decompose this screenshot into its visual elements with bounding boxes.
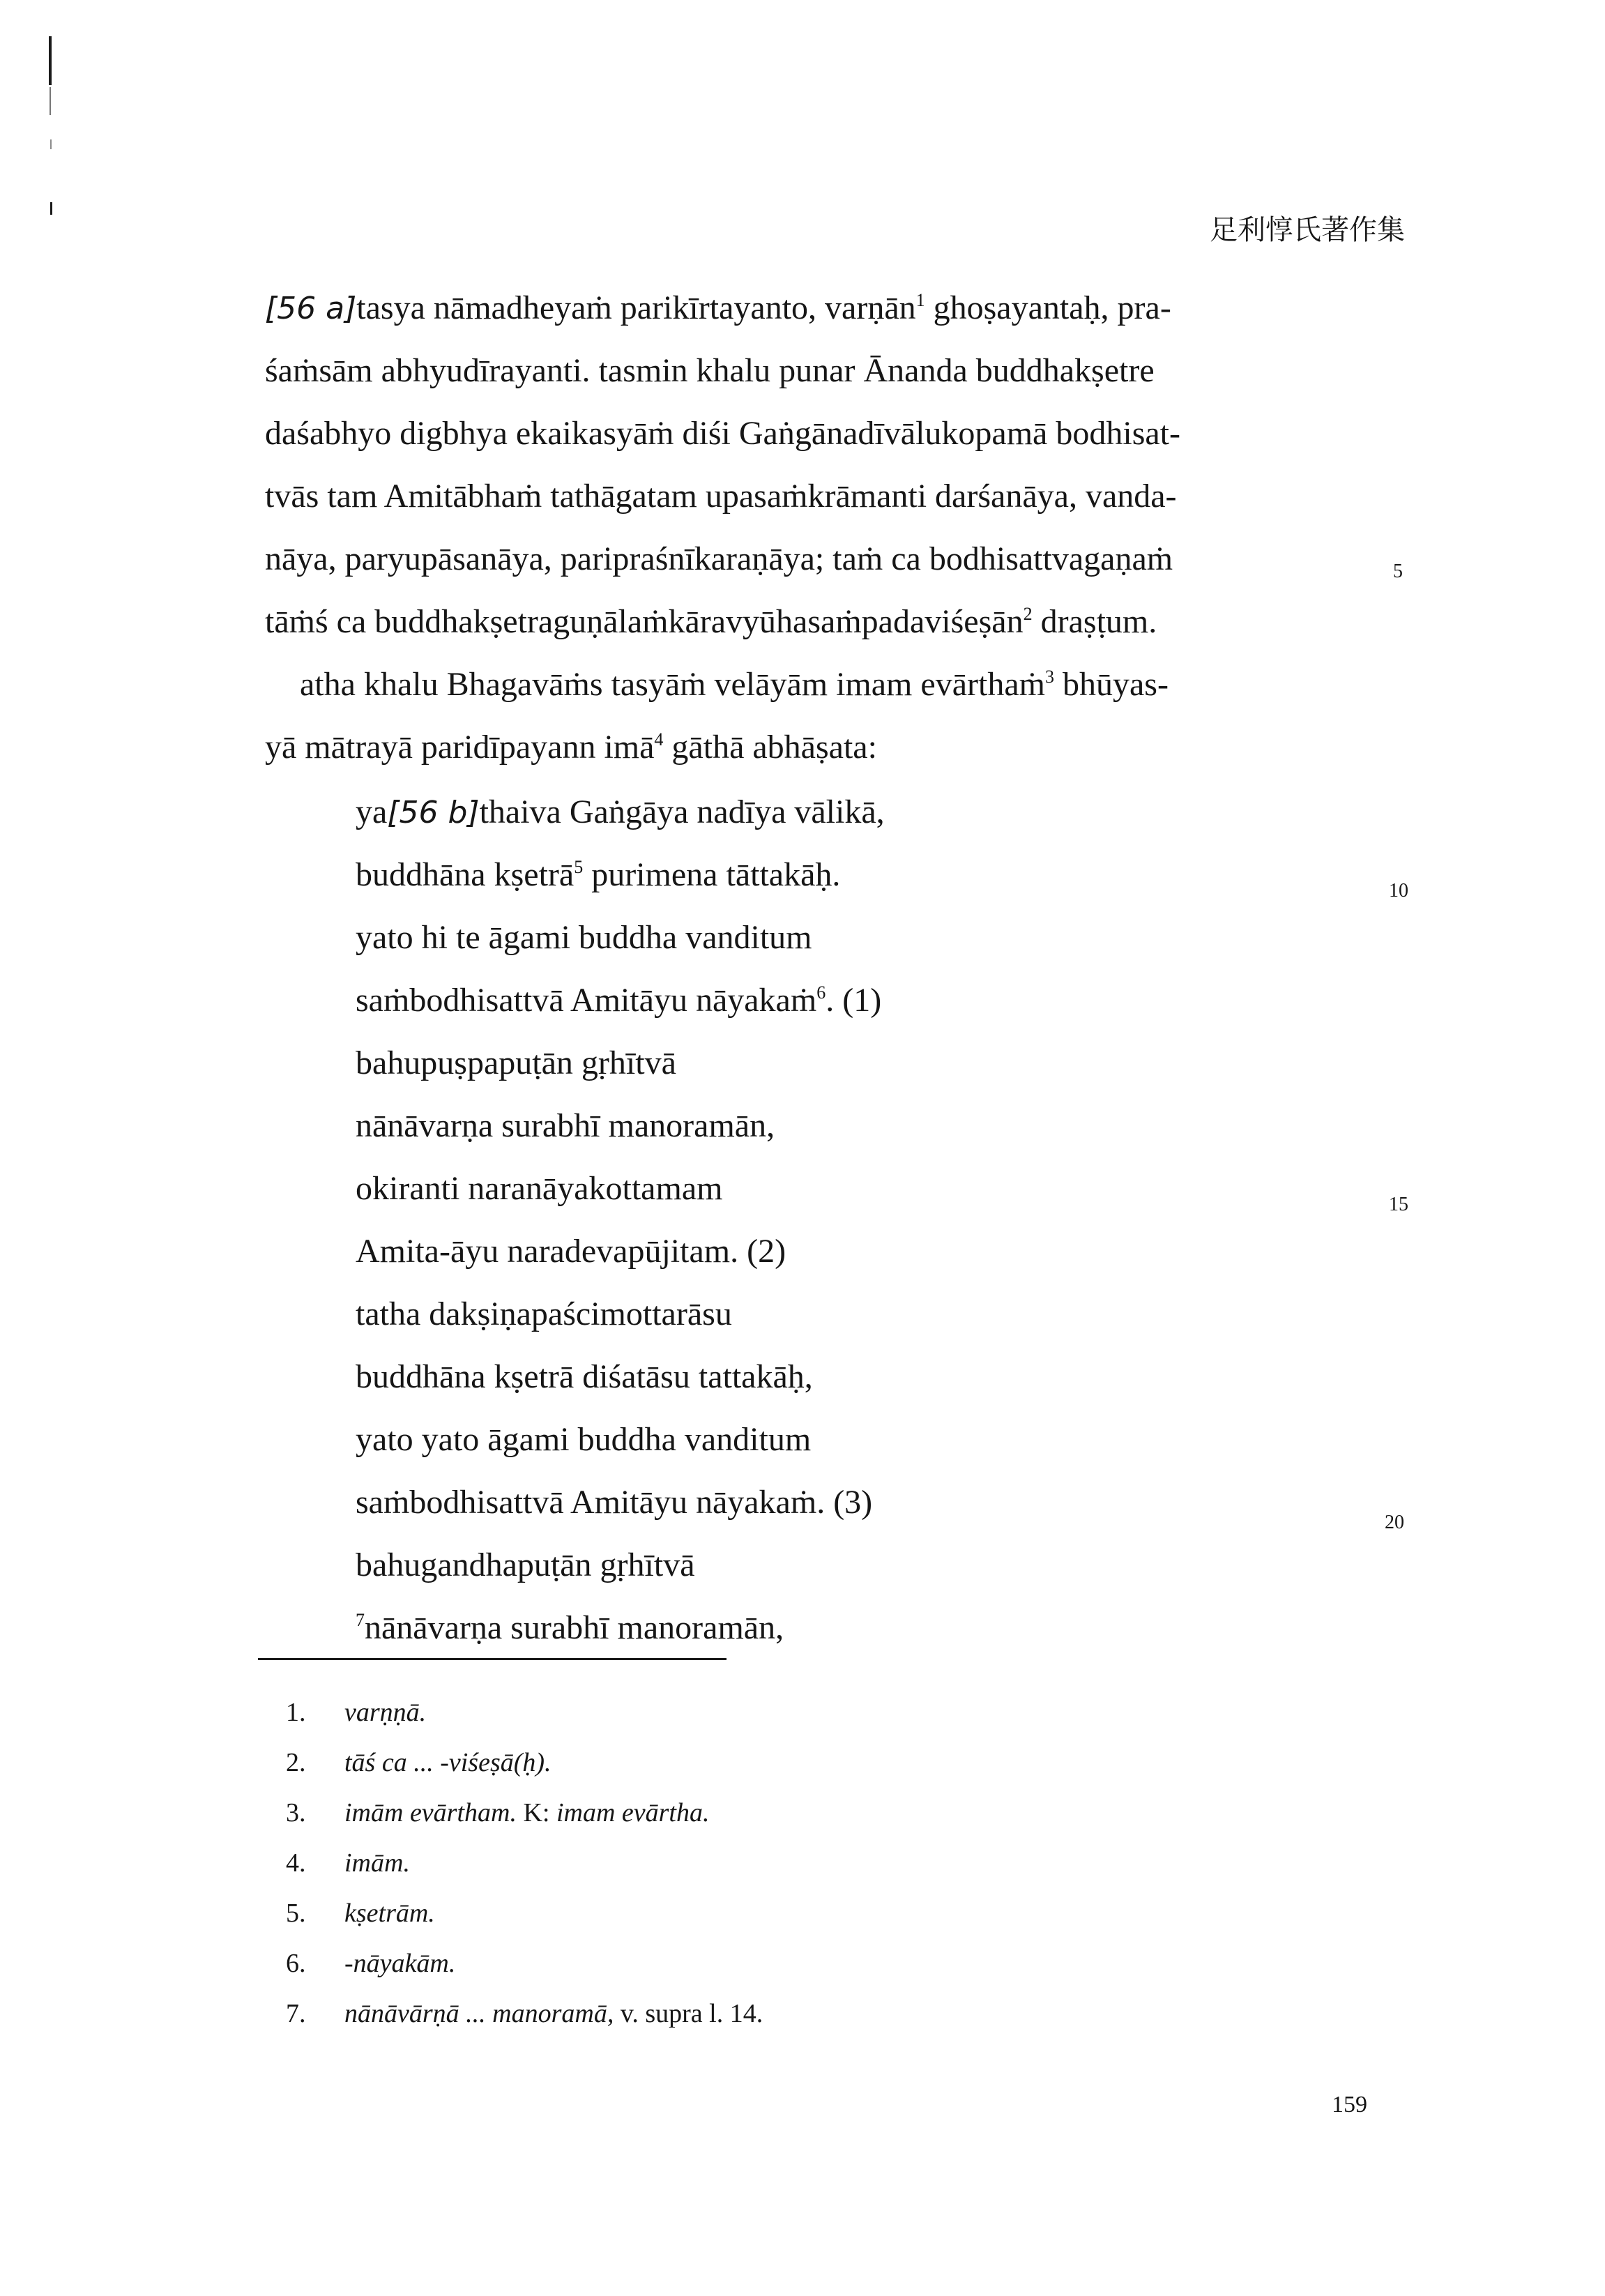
verse-line xyxy=(356,1346,813,1408)
footnote xyxy=(286,1838,410,1888)
verse-line xyxy=(356,1283,732,1346)
footnote xyxy=(286,1738,552,1788)
footnote-number: 5. xyxy=(286,1899,306,1928)
footnote-number: 3. xyxy=(286,1798,306,1827)
footnote-number: 1. xyxy=(286,1698,306,1727)
prose-text: gāthā abhāṣata: xyxy=(663,729,877,766)
prose-text: bhūyas- xyxy=(1053,666,1169,703)
verse-line xyxy=(356,1408,811,1471)
verse-text: ya xyxy=(356,793,388,830)
footnote-text: nānāvārṇā ... manoramā, xyxy=(344,1999,614,2028)
verse-line xyxy=(356,1471,872,1534)
verse-text: tatha dakṣiṇapaścimottarāsu xyxy=(356,1295,732,1332)
scan-artifact xyxy=(50,139,52,149)
prose-line xyxy=(265,528,1173,591)
prose-text: śaṁsām abhyudīrayanti. tasmin khalu punar Ānanda buddhakṣetre xyxy=(265,352,1155,389)
prose-text: draṣṭum. xyxy=(1032,603,1157,640)
scan-artifact xyxy=(50,202,52,215)
footnote-text: K: xyxy=(516,1798,556,1827)
verse-text: . (1) xyxy=(826,982,882,1019)
margin-line-number: 20 xyxy=(1385,1512,1404,1533)
footnote-text: varṇṇā. xyxy=(344,1698,427,1727)
footnote-text: tāś ca ... -viśeṣā(ḥ). xyxy=(344,1748,552,1777)
verse-text: thaiva Gaṅgāya nadīya vālikā, xyxy=(479,793,885,830)
verse-text: saṁbodhisattvā Amitāyu nāyakaṁ xyxy=(356,982,817,1019)
prose-text: tasya nāmadheyaṁ parikīrtayanto, varṇān xyxy=(356,289,916,326)
footnote xyxy=(286,1687,426,1738)
folio-reference: [56 a] xyxy=(265,291,357,326)
footnote-text: -nāyakām. xyxy=(344,1949,456,1978)
scan-artifact xyxy=(50,87,51,115)
prose-line xyxy=(300,653,1169,716)
footnote-number: 2. xyxy=(286,1748,306,1777)
verse-line xyxy=(356,1220,786,1283)
margin-line-number: 10 xyxy=(1389,880,1408,902)
verse-line xyxy=(356,906,812,969)
verse-text: bahugandhapuṭān gṛhītvā xyxy=(356,1546,695,1583)
verse-line xyxy=(356,781,885,844)
margin-line-number: 5 xyxy=(1393,561,1403,582)
verse-text: buddhāna kṣetrā xyxy=(356,856,575,893)
footnote xyxy=(286,1788,710,1838)
verse-text: yato hi te āgami buddha vanditum xyxy=(356,919,812,956)
footnote-text: imām evārtham. xyxy=(344,1798,517,1827)
verse-text: yato yato āgami buddha vanditum xyxy=(356,1421,812,1458)
footnote-text: kṣetrām. xyxy=(344,1899,435,1928)
margin-line-number: 15 xyxy=(1389,1194,1408,1215)
verse-line xyxy=(356,1095,775,1157)
footnote-marker: 4 xyxy=(654,729,664,750)
scan-artifact xyxy=(49,36,52,85)
verse-text: Amita-āyu naradevapūjitam. (2) xyxy=(356,1233,786,1270)
footnote-marker: 5 xyxy=(574,857,584,877)
footnote-rule xyxy=(258,1658,727,1660)
prose-text: ghoṣayantaḥ, pra- xyxy=(925,289,1171,326)
footnote xyxy=(286,1938,455,1989)
prose-text: nāya, paryupāsanāya, paripraśnīkaraṇāya; taṁ ca bodhisattvagaṇaṁ xyxy=(265,540,1173,577)
verse-line xyxy=(356,1534,695,1597)
verse-text: saṁbodhisattvā Amitāyu nāyakaṁ. (3) xyxy=(356,1484,873,1521)
running-head: 足利惇氏著作集 xyxy=(1210,214,1405,246)
footnote-marker: 3 xyxy=(1044,667,1054,687)
footnote-number: 6. xyxy=(286,1949,306,1978)
footnote-number: 4. xyxy=(286,1848,306,1878)
footnote-text: imām. xyxy=(344,1848,410,1878)
verse-text: okiranti naranāyakottamam xyxy=(356,1170,723,1207)
prose-text: tāṁś ca buddhakṣetraguṇālaṁkāravyūhasaṁpadaviśeṣān xyxy=(265,603,1024,640)
footnote-marker: 7 xyxy=(356,1610,365,1630)
verse-text: purimena tāttakāḥ. xyxy=(583,856,841,893)
prose-line xyxy=(265,277,1171,340)
verse-text: nānāvarṇa surabhī manoramān, xyxy=(356,1107,775,1144)
verse-line xyxy=(356,1597,784,1659)
footnote-number: 7. xyxy=(286,1999,306,2028)
footnote xyxy=(286,1989,763,2039)
prose-line xyxy=(265,402,1180,465)
verse-line xyxy=(356,844,840,906)
prose-line xyxy=(265,340,1155,402)
prose-line xyxy=(265,465,1177,528)
footnote-marker: 6 xyxy=(816,982,826,1003)
footnote-text: v. supra l. 14. xyxy=(614,1999,763,2028)
prose-text: tvās tam Amitābhaṁ tathāgatam upasaṁkrāmanti darśanāya, vanda- xyxy=(265,478,1177,515)
prose-line xyxy=(265,716,877,779)
verse-text: nānāvarṇa surabhī manoramān, xyxy=(365,1609,784,1646)
footnote-text: imam evārtha. xyxy=(556,1798,710,1827)
prose-text: atha khalu Bhagavāṁs tasyāṁ velāyām imam evārthaṁ xyxy=(300,666,1045,703)
footnote xyxy=(286,1888,435,1938)
footnote-marker: 2 xyxy=(1023,604,1033,624)
footnote-marker: 1 xyxy=(915,290,925,310)
prose-text: yā mātrayā paridīpayann imā xyxy=(265,729,655,766)
prose-line xyxy=(265,591,1157,653)
verse-text: bahupuṣpapuṭān gṛhītvā xyxy=(356,1044,676,1081)
prose-text: daśabhyo digbhya ekaikasyāṁ diśi Gaṅgānadīvālukopamā bodhisat- xyxy=(265,415,1180,452)
verse-line xyxy=(356,969,881,1032)
verse-line xyxy=(356,1157,722,1220)
verse-text: buddhāna kṣetrā diśatāsu tattakāḥ, xyxy=(356,1358,813,1395)
folio-reference: [56 b] xyxy=(387,795,480,830)
verse-line xyxy=(356,1032,676,1095)
page-number: 159 xyxy=(1332,2092,1367,2118)
